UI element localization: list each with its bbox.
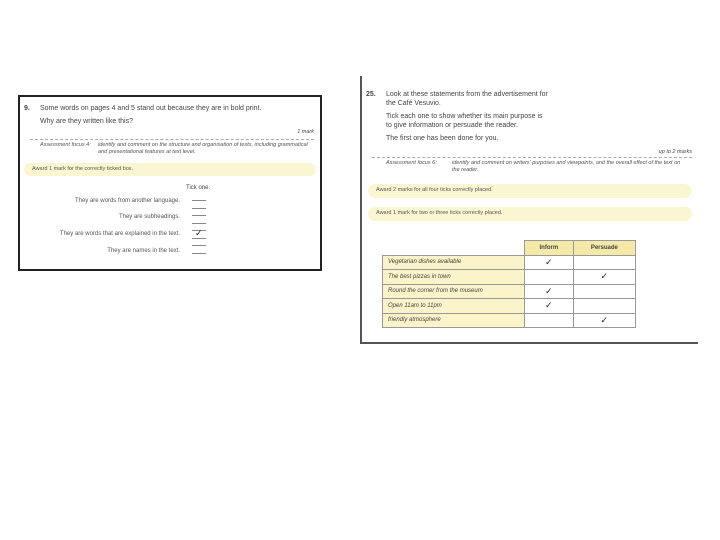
question-9-panel: [18, 95, 322, 271]
award-band: [24, 163, 316, 176]
header-inform: Inform: [525, 241, 574, 256]
option-3-box[interactable]: [192, 230, 206, 239]
question-line-3: Tick each one to show whether its main purpose is: [386, 113, 543, 120]
tick-heading: Tick one.: [186, 185, 211, 191]
statement-cell: Vegetarian dishes available: [383, 255, 525, 270]
statement-cell: friendly atmosphere: [383, 313, 525, 328]
assessment-focus-label: Assessment focus 4:: [40, 142, 91, 148]
table-header-row: [383, 241, 636, 256]
assessment-focus-label: Assessment focus 6:: [386, 160, 437, 166]
statements-table: [382, 240, 636, 328]
table-row: [383, 270, 636, 285]
award-text: Award 1 mark for the correctly ticked box.: [32, 166, 134, 172]
inform-cell[interactable]: [525, 313, 574, 328]
option-1-text: They are words from another language.: [74, 198, 180, 204]
option-3-text: They are words that are explained in the text.: [59, 231, 180, 237]
award-band-2: [368, 207, 692, 221]
header-persuade: Persuade: [573, 241, 635, 256]
statement-cell: Open 11am to 11pm: [383, 299, 525, 314]
option-4-box[interactable]: [192, 245, 206, 254]
question-line-5: The first one has been done for you.: [386, 135, 499, 142]
option-1-box[interactable]: [192, 200, 206, 209]
table-row: [383, 255, 636, 270]
persuade-cell[interactable]: ✓: [573, 270, 635, 285]
persuade-cell[interactable]: [573, 299, 635, 314]
award-text-1: Award 2 marks for all four ticks correctly placed.: [376, 187, 493, 193]
inform-cell[interactable]: ✓: [525, 299, 574, 314]
question-number: 9.: [24, 105, 30, 112]
statement-cell: The best pizzas in town: [383, 270, 525, 285]
question-line-1: Look at these statements from the advertisement for: [386, 91, 548, 98]
option-4-text: They are names in the text.: [107, 248, 180, 254]
assessment-focus-text: identify and comment on the structure and organisation of texts, including grammatical and presentational features at text level.: [98, 142, 308, 155]
table-row: [383, 284, 636, 299]
question-25-panel: [360, 76, 698, 344]
question-line-2: Why are they written like this?: [40, 118, 133, 125]
question-line-4: to give information or persuade the reader.: [386, 122, 518, 129]
question-line-2: the Café Vesuvio.: [386, 100, 441, 107]
option-3-tick: ✓: [195, 228, 203, 238]
option-2-text: They are subheadings.: [118, 214, 180, 220]
table-row: [383, 299, 636, 314]
option-2-box[interactable]: [192, 215, 206, 224]
divider: [372, 157, 692, 158]
question-number: 25.: [366, 91, 376, 98]
inform-cell[interactable]: ✓: [525, 284, 574, 299]
persuade-cell[interactable]: [573, 255, 635, 270]
inform-cell[interactable]: [525, 270, 574, 285]
statement-cell: Round the corner from the museum: [383, 284, 525, 299]
table-row: [383, 313, 636, 328]
inform-cell[interactable]: ✓: [525, 255, 574, 270]
persuade-cell[interactable]: [573, 284, 635, 299]
award-text-2: Award 1 mark for two or three ticks correctly placed.: [376, 210, 503, 216]
question-line-1: Some words on pages 4 and 5 stand out because they are in bold print.: [40, 105, 262, 112]
persuade-cell[interactable]: ✓: [573, 313, 635, 328]
mark-label: 1 mark: [297, 129, 314, 135]
divider: [30, 139, 314, 140]
header-blank: [383, 241, 525, 256]
award-band-1: [368, 184, 692, 198]
assessment-focus-text: identify and comment on writers' purposes and viewpoints, and the overall effect of the text on the reader.: [452, 160, 681, 173]
marks-label: up to 2 marks: [658, 149, 692, 155]
